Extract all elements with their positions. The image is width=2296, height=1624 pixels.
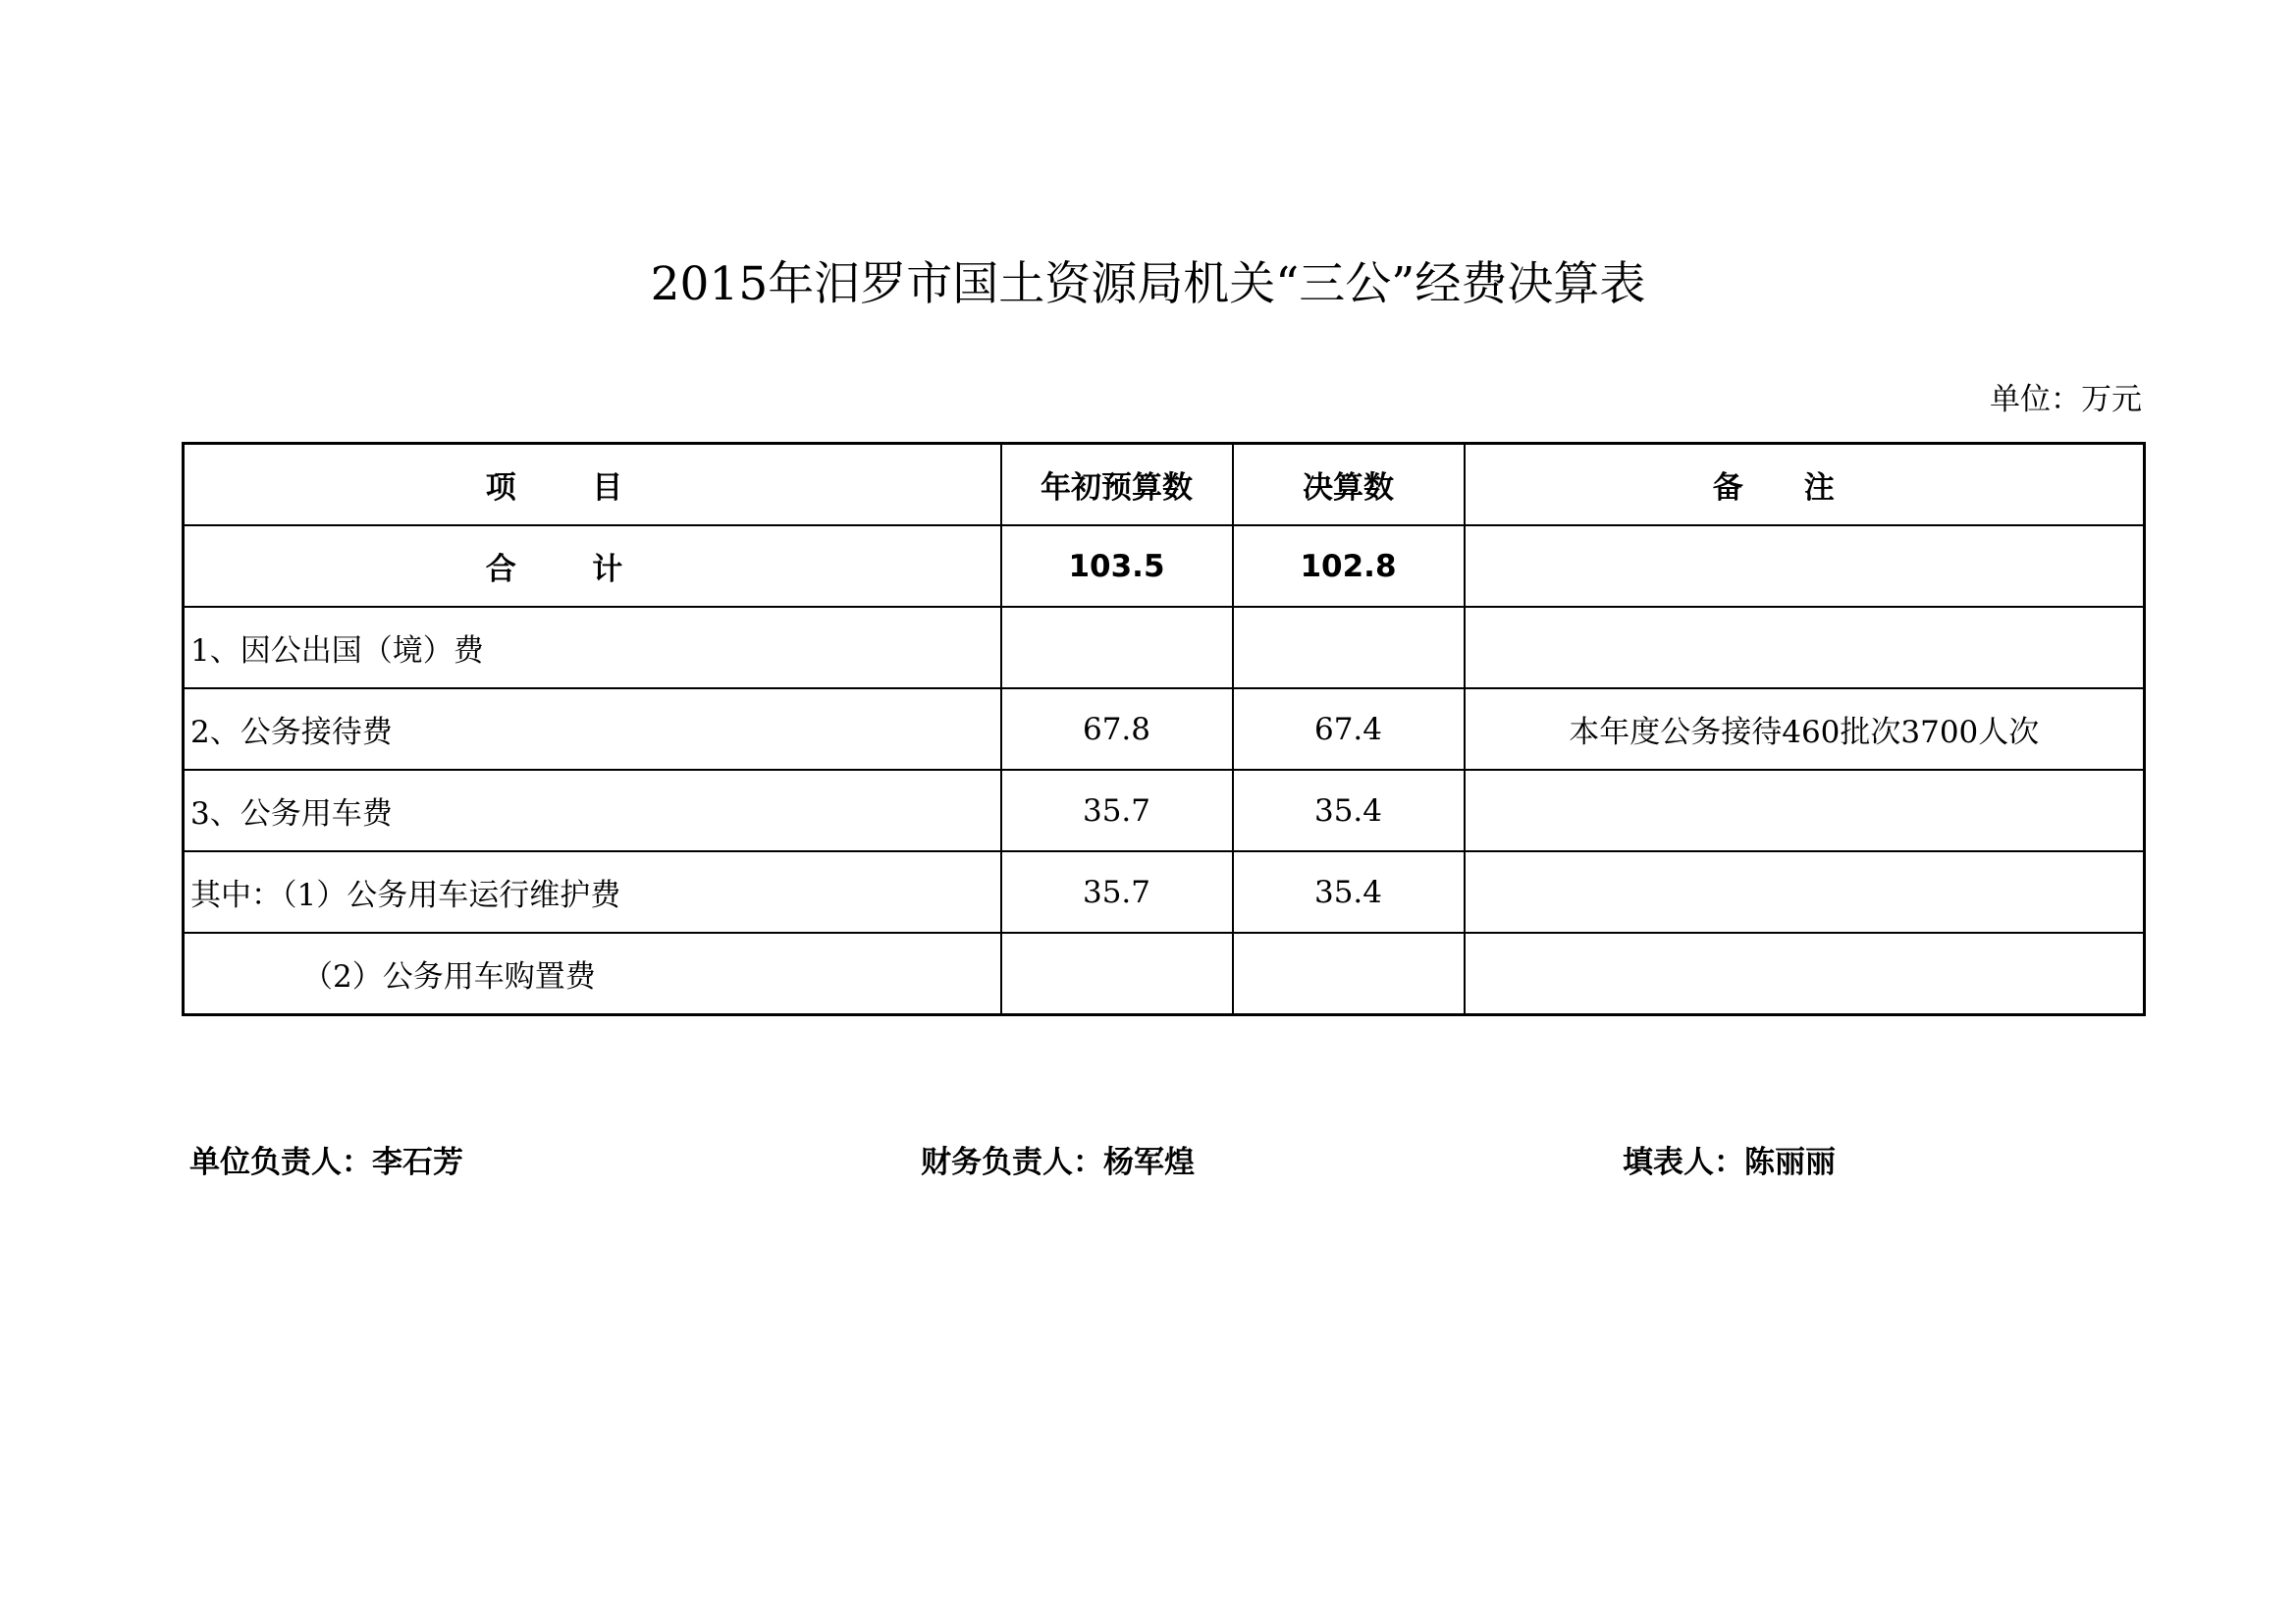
row-remark: [1465, 770, 2145, 851]
header-remark: 备注: [1465, 444, 2145, 526]
total-budget: 103.5: [1001, 525, 1233, 607]
row-item: 1、因公出国（境）费: [184, 607, 1001, 688]
row-item: 3、公务用车费: [184, 770, 1001, 851]
row-final: 35.4: [1233, 770, 1465, 851]
table-header-row: [184, 444, 2145, 526]
row-budget: 35.7: [1001, 770, 1233, 851]
row-budget: [1001, 933, 1233, 1015]
header-item: 项目: [184, 444, 1001, 526]
row-final: [1233, 933, 1465, 1015]
row-remark: [1465, 851, 2145, 933]
signature-line: [0, 1137, 2296, 1186]
table-row: [184, 607, 2145, 688]
row-final: 35.4: [1233, 851, 1465, 933]
row-budget: 35.7: [1001, 851, 1233, 933]
unit-label: 单位：万元: [1990, 382, 2142, 417]
table-row: [184, 770, 2145, 851]
row-final: [1233, 607, 1465, 688]
row-budget: [1001, 607, 1233, 688]
total-row: [184, 525, 2145, 607]
row-remark: 本年度公务接待460批次3700人次: [1465, 688, 2145, 770]
filler-signature: 填表人：陈丽丽: [1623, 1145, 1836, 1180]
table-row: [184, 933, 2145, 1015]
row-final: 67.4: [1233, 688, 1465, 770]
total-remark: [1465, 525, 2145, 607]
row-remark: [1465, 607, 2145, 688]
table-row: [184, 688, 2145, 770]
header-final: 决算数: [1233, 444, 1465, 526]
row-item: 2、公务接待费: [184, 688, 1001, 770]
total-final: 102.8: [1233, 525, 1465, 607]
unit-head-signature: 单位负责人：李石芳: [189, 1145, 463, 1180]
row-item: （2）公务用车购置费: [184, 933, 1001, 1015]
header-budget: 年初预算数: [1001, 444, 1233, 526]
finance-head-signature: 财务负责人：杨军煌: [921, 1145, 1195, 1180]
row-item: 其中：（1）公务用车运行维护费: [184, 851, 1001, 933]
expense-table: [182, 442, 2146, 1016]
row-budget: 67.8: [1001, 688, 1233, 770]
table-row: [184, 851, 2145, 933]
total-label: 合计: [184, 525, 1001, 607]
page-title: 2015年汨罗市国土资源局机关“三公”经费决算表: [650, 257, 1646, 311]
row-remark: [1465, 933, 2145, 1015]
